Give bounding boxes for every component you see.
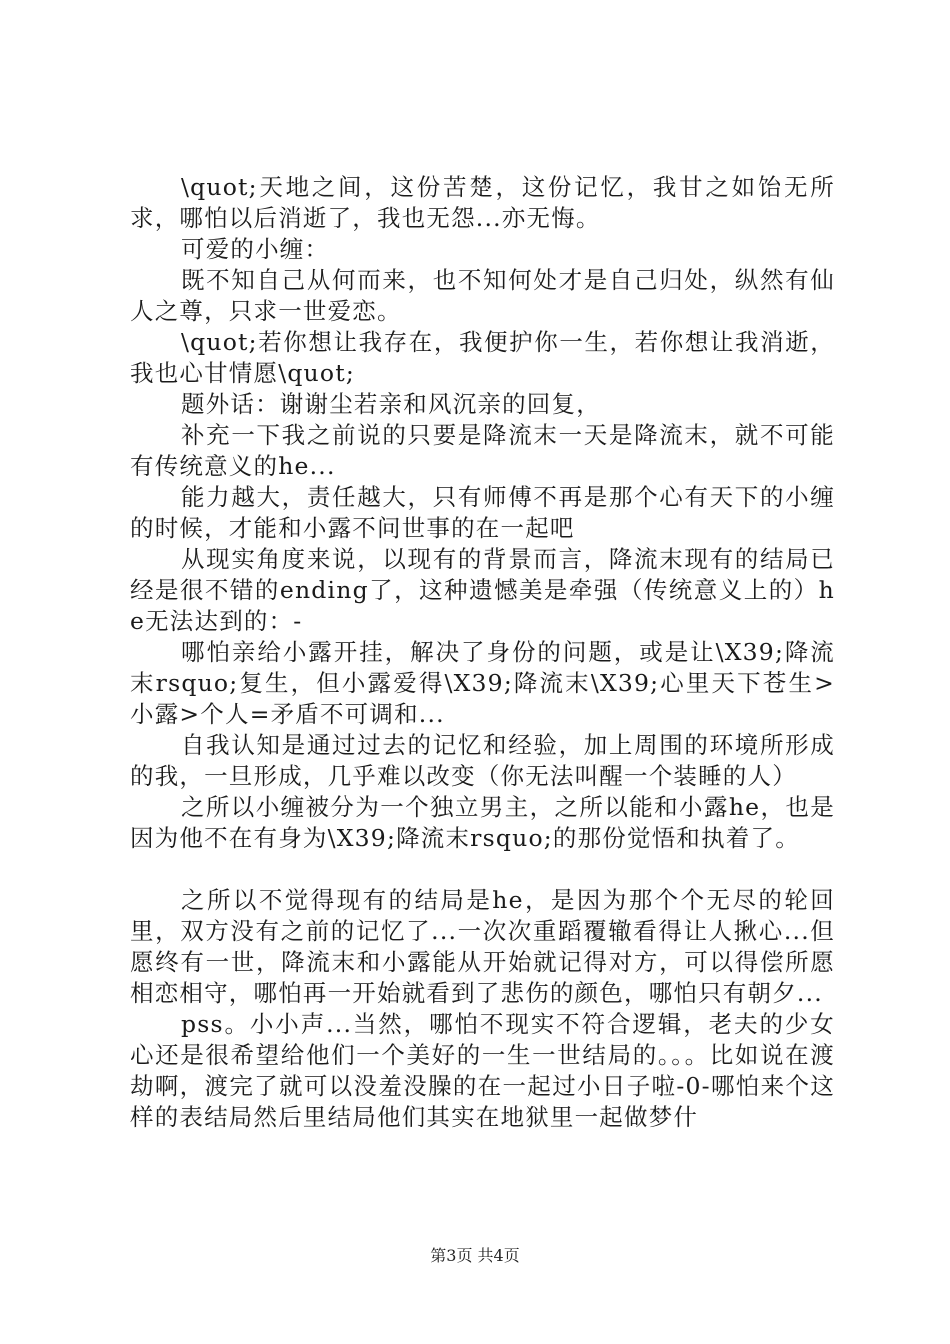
paragraph-8: 从现实角度来说，以现有的背景而言，降流末现有的结局已经是很不错的ending了，这种遗憾美是牵强（传统意义上的）he无法达到的：- [130, 545, 835, 635]
paragraph-10: 自我认知是通过过去的记忆和经验，加上周围的环境所形成的我，一旦形成，几乎难以改变（你无法叫醒一个装睡的人） [130, 731, 835, 790]
paragraph-2: 可爱的小缠： [181, 235, 330, 263]
paragraph-7: 能力越大，责任越大，只有师傅不再是那个心有天下的小缠的时候，才能和小露不问世事的在一起吧 [130, 483, 835, 542]
paragraph-1: \quot;天地之间，这份苦楚，这份记忆，我甘之如饴无所求，哪怕以后消逝了，我也无怨...亦无悔。 [130, 173, 835, 232]
paragraph-4: \quot;若你想让我存在，我便护你一生，若你想让我消逝，我也心甘情愿\quot; [130, 328, 835, 387]
paragraph-13: pss。小小声...当然，哪怕不现实不符合逻辑，老夫的少女心还是很希望给他们一个美好的一生一世结局的。。。比如说在渡劫啊，渡完了就可以没羞没臊的在一起过小日子啦-0-哪怕来个这样的表结局然后里结局他们其实在地狱里一起做梦什 [130, 1010, 835, 1131]
paragraph-11: 之所以小缠被分为一个独立男主，之所以能和小露he，也是因为他不在有身为\X39;降流末rsquo;的那份觉悟和执着了。 [130, 793, 835, 852]
paragraph-5: 题外话：谢谢尘若亲和风沉亲的回复， [181, 390, 601, 418]
paragraph-3: 既不知自己从何而来，也不知何处才是自己归处，纵然有仙人之尊，只求一世爱恋。 [130, 266, 835, 325]
paragraph-12: 之所以不觉得现有的结局是he，是因为那个个无尽的轮回里，双方没有之前的记忆了...一次次重蹈覆辙看得让人揪心...但愿终有一世，降流末和小露能从开始就记得对方，可以得偿所愿相恋相守，哪怕再一开始就看到了悲伤的颜色，哪怕只有朝夕... [130, 886, 835, 1007]
paragraph-6: 补充一下我之前说的只要是降流末一天是降流末，就不可能有传统意义的he... [130, 421, 835, 480]
document-body [130, 172, 835, 1133]
paragraph-9: 哪怕亲给小露开挂，解决了身份的问题，或是让\X39;降流末rsquo;复生，但小露爱得\X39;降流末\X39;心里天下苍生>小露>个人=矛盾不可调和... [130, 638, 835, 728]
page-number-footer: 第3页 共4页 [430, 1246, 520, 1265]
